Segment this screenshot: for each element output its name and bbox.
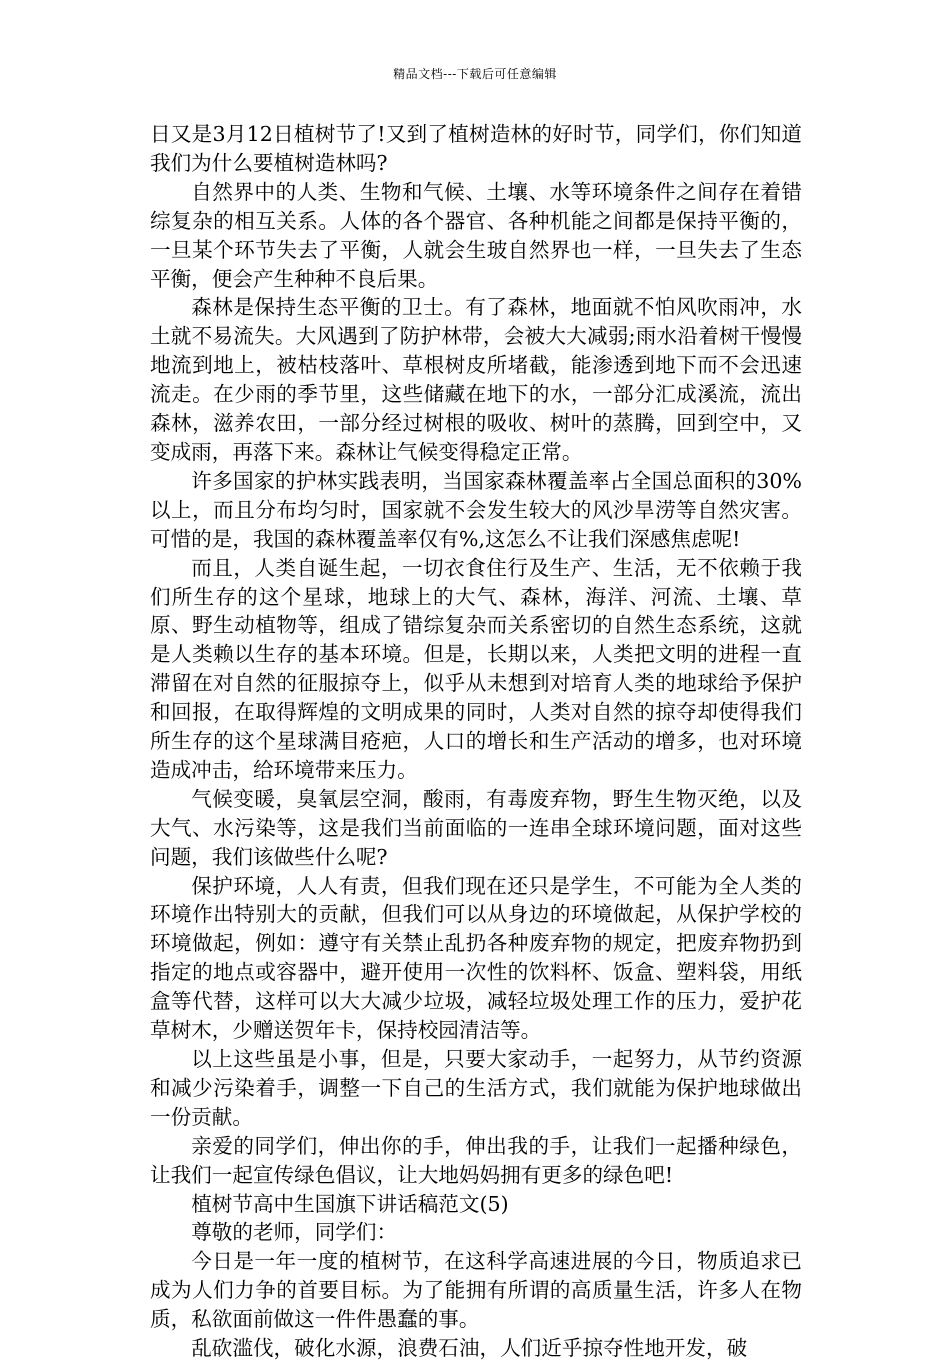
- paragraph: 保护环境，人人有责，但我们现在还只是学生，不可能为全人类的环境作出特别大的贡献，但我们可以从身边的环境做起，从保护学校的环境做起，例如：遵守有关禁止乱扔各种废弃物的规定，把废弃物扔到指定的地点或容器中，避开使用一次性的饮料杯、饭盒、塑料袋，用纸盒等代替，这样可以大大减少垃圾，减轻垃圾处理工作的压力，爱护花草树木，少赠送贺年卡，保持校园清洁等。: [150, 873, 802, 1043]
- paragraph: 亲爱的同学们，伸出你的手，伸出我的手，让我们一起播种绿色，让我们一起宣传绿色倡议，让大地妈妈拥有更多的绿色吧!: [150, 1133, 802, 1187]
- paragraph: 而且，人类自诞生起，一切衣食住行及生产、生活，无不依赖于我们所生存的这个星球，地球上的大气、森林，海洋、河流、土壤、草原、野生动植物等，组成了错综复杂而关系密切的自然生态系统，这就是人类赖以生存的基本环境。但是，长期以来，人类把文明的进程一直滞留在对自然的征服掠夺上，似乎从未想到对培育人类的地球给予保护和回报，在取得辉煌的文明成果的同时，人类对自然的掠夺却使得我们所生存的这个星球满目疮疤，人口的增长和生产活动的增多，也对环境造成冲击，给环境带来压力。: [150, 555, 802, 782]
- paragraph: 日又是3月12日植树节了!又到了植树造林的好时节，同学们，你们知道我们为什么要植树造林吗?: [150, 122, 802, 175]
- paragraph: 今日是一年一度的植树节，在这科学高速进展的今日，物质追求已成为人们力争的首要目标。为了能拥有所谓的高质量生活，许多人在物质，私欲面前做这一件件愚蠢的事。: [150, 1249, 802, 1332]
- paragraph: 乱砍滥伐，破化水源，浪费石油，人们近乎掠夺性地开发，破: [191, 1336, 748, 1361]
- paragraph: 森林是保持生态平衡的卫士。有了森林，地面就不怕风吹雨冲，水土就不易流失。大风遇到了防护林带，会被大大减弱;雨水沿着树干慢慢地流到地上，被枯枝落叶、草根树皮所堵截，能渗透到地下而不会迅速流走。在少雨的季节里，这些储藏在地下的水，一部分汇成溪流，流出森林，滋养农田，一部分经过树根的吸收、树叶的蒸腾，回到空中，又变成雨，再落下来。森林让气候变得稳定正常。: [150, 295, 802, 464]
- salutation: 尊敬的老师，同学们：: [191, 1220, 398, 1245]
- section-heading: 植树节高中生国旗下讲话稿范文(5): [191, 1191, 509, 1216]
- document-body: [150, 120, 802, 1363]
- paragraph: 以上这些虽是小事，但是，只要大家动手，一起努力，从节约资源和减少污染着手，调整一下自己的生活方式，我们就能为保护地球做出一份贡献。: [150, 1047, 802, 1129]
- paragraph: 气候变暖，臭氧层空洞，酸雨，有毒废弃物，野生生物灭绝，以及大气、水污染等，这是我们当前面临的一连串全球环境问题，面对这些问题，我们该做些什么呢?: [150, 786, 802, 869]
- paragraph: 许多国家的护林实践表明，当国家森林覆盖率占全国总面积的30%以上，而且分布均匀时，国家就不会发生较大的风沙旱涝等自然灾害。可惜的是，我国的森林覆盖率仅有%,这怎么不让我们深感焦虑呢!: [150, 468, 802, 551]
- paragraph: 自然界中的人类、生物和气候、土壤、水等环境条件之间存在着错综复杂的相互关系。人体的各个器官、各种机能之间都是保持平衡的，一旦某个环节失去了平衡，人就会生玻自然界也一样，一旦失去了生态平衡，便会产生种种不良后果。: [150, 179, 802, 291]
- page-header: 精品文档---下载后可任意编辑: [393, 67, 557, 81]
